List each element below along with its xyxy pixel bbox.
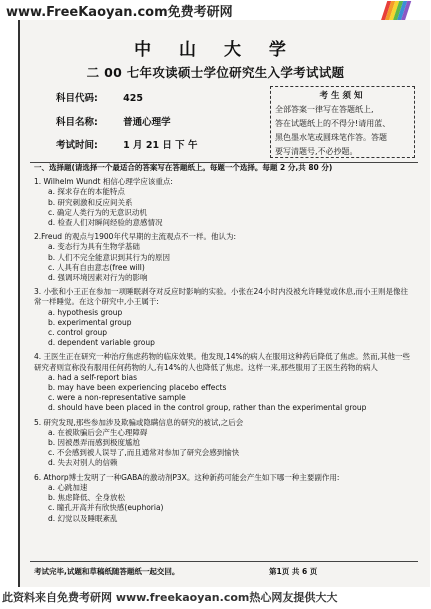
subject-code: 425 <box>123 93 143 104</box>
subject-code-label: 科目代码: <box>56 93 98 104</box>
option-c: c. 人具有自由意志(free will) <box>48 262 145 272</box>
question-section <box>34 163 414 524</box>
footer-note: 考试完毕,试题和草稿纸随答题纸一起交回。 <box>34 567 180 576</box>
option-a: a. hypothesis group <box>48 307 123 317</box>
option-c: c. were a non-representative sample <box>48 393 186 403</box>
question-5: 5. 研究发现,那些参加涉及欺骗或隐瞒信息的研究的被试,之后会 <box>34 417 244 427</box>
site-header <box>0 0 431 20</box>
option-d: d. 失去对别人的信赖 <box>48 458 118 468</box>
page-number: 第1页 共 6 页 <box>269 567 318 576</box>
option-c: c. 确定人类行为的无意识动机 <box>48 207 147 217</box>
option-a: a. had a self-report bias <box>48 372 138 382</box>
question-6: 6. Athorp博士发明了一种GABA的激动剂P3X。这种新药可能会产生如下哪一种主要副作用: <box>34 472 340 482</box>
option-b: b. 研究刺激和反应间关系 <box>48 197 133 207</box>
option-a: a. 心跳加速 <box>48 482 88 492</box>
bottom-watermark-banner: 此资料来自免费考研网 www.freekaoyan.com热心网友提供大大 <box>0 587 431 609</box>
option-d: d. 检查人们对瞬间经验的意感情况 <box>48 218 163 228</box>
option-b: b. may have been experiencing placebo effects <box>48 383 227 393</box>
notice-line: 答在试题纸上的不得分!请用蓝、 <box>275 119 391 128</box>
option-a: a. 在被欺骗后会产生心理障碍 <box>48 427 148 437</box>
option-d: d. should have been placed in the control group, rather than the experimental group <box>48 403 367 413</box>
option-a: a. 探求存在的本能特点 <box>48 187 125 197</box>
option-c: c. control group <box>48 328 108 338</box>
notice-line: 全部答案一律写在答题纸上, <box>275 105 374 114</box>
notice-title: 考生须知 <box>319 91 366 101</box>
subject-name-label: 科目名称: <box>56 117 98 128</box>
site-logo-icon <box>384 0 410 22</box>
option-a: a. 变态行为具有生物学基础 <box>48 242 140 252</box>
option-c: c. 不会感到被人误导了,而且通常对参加了研究会感到愉快 <box>48 448 240 458</box>
option-b: b. experimental group <box>48 317 132 327</box>
school-name: 中 山 大 学 <box>134 40 297 60</box>
candidate-notice-box <box>270 86 415 158</box>
option-b: b. 焦虑降低、全身放松 <box>48 493 126 503</box>
question-3: 3. 小张和小王正在参加一项睡眠剥夺对反应时影响的实验。小张在24小时内没被允许睡觉或休息,而小王则是像往常一样睡觉。在这个研究中,小王属于: <box>34 287 408 307</box>
option-d: d. dependent variable group <box>48 338 155 348</box>
exam-date-label: 考试时间: <box>56 140 98 151</box>
page-footer <box>34 566 414 577</box>
option-d: d. 幻觉以及睡眠紊乱 <box>48 513 118 523</box>
subject-code-row <box>56 90 143 104</box>
question-4: 4. 王医生正在研究一种治疗焦虑药物的临床效果。他发现,14%的病人在服用这种药后降低了焦虑。然而,其他一些研究者则宣称没有服用任何药物的人,有14%的人也降低了焦虑。这样一来,那些服用了王医生药物的病人 <box>34 352 410 372</box>
option-c: c. 瞳孔开高并有欣快感(euphoria) <box>48 503 164 513</box>
footer-divider <box>30 561 418 562</box>
exam-date-row <box>56 137 198 151</box>
option-b: b. 因被愚弄而感到极度尴尬 <box>48 438 141 448</box>
notice-line: 要写清题号,不必抄题。 <box>275 147 358 156</box>
exam-date: 1 月 21 日 下 午 <box>123 140 198 151</box>
question-2: 2.Freud 的观点与1900年代早期的主流观点不一样。他认为: <box>34 232 236 242</box>
question-1: 1. Wilhelm Wundt 相信心理学应该重点: <box>34 177 173 187</box>
section-heading: 一、选择题(请选择一个最适合的答案写在答题纸上。每题一个选择。每题 2 分,共 80 分) <box>34 163 333 172</box>
notice-line: 黑色墨水笔或圆珠笔作答。答题 <box>275 133 387 142</box>
exam-title: 二 00 七年攻读硕士学位研究生入学考试试题 <box>86 65 345 80</box>
subject-name-row <box>56 114 171 128</box>
option-b: b. 人们不完全能意识到其行为的原因 <box>48 252 171 262</box>
site-watermark: www.FreeKaoyan.com免费考研网 <box>6 5 233 20</box>
subject-name: 普通心理学 <box>123 117 171 128</box>
option-d: d. 强调环境因素对行为的影响 <box>48 273 148 283</box>
